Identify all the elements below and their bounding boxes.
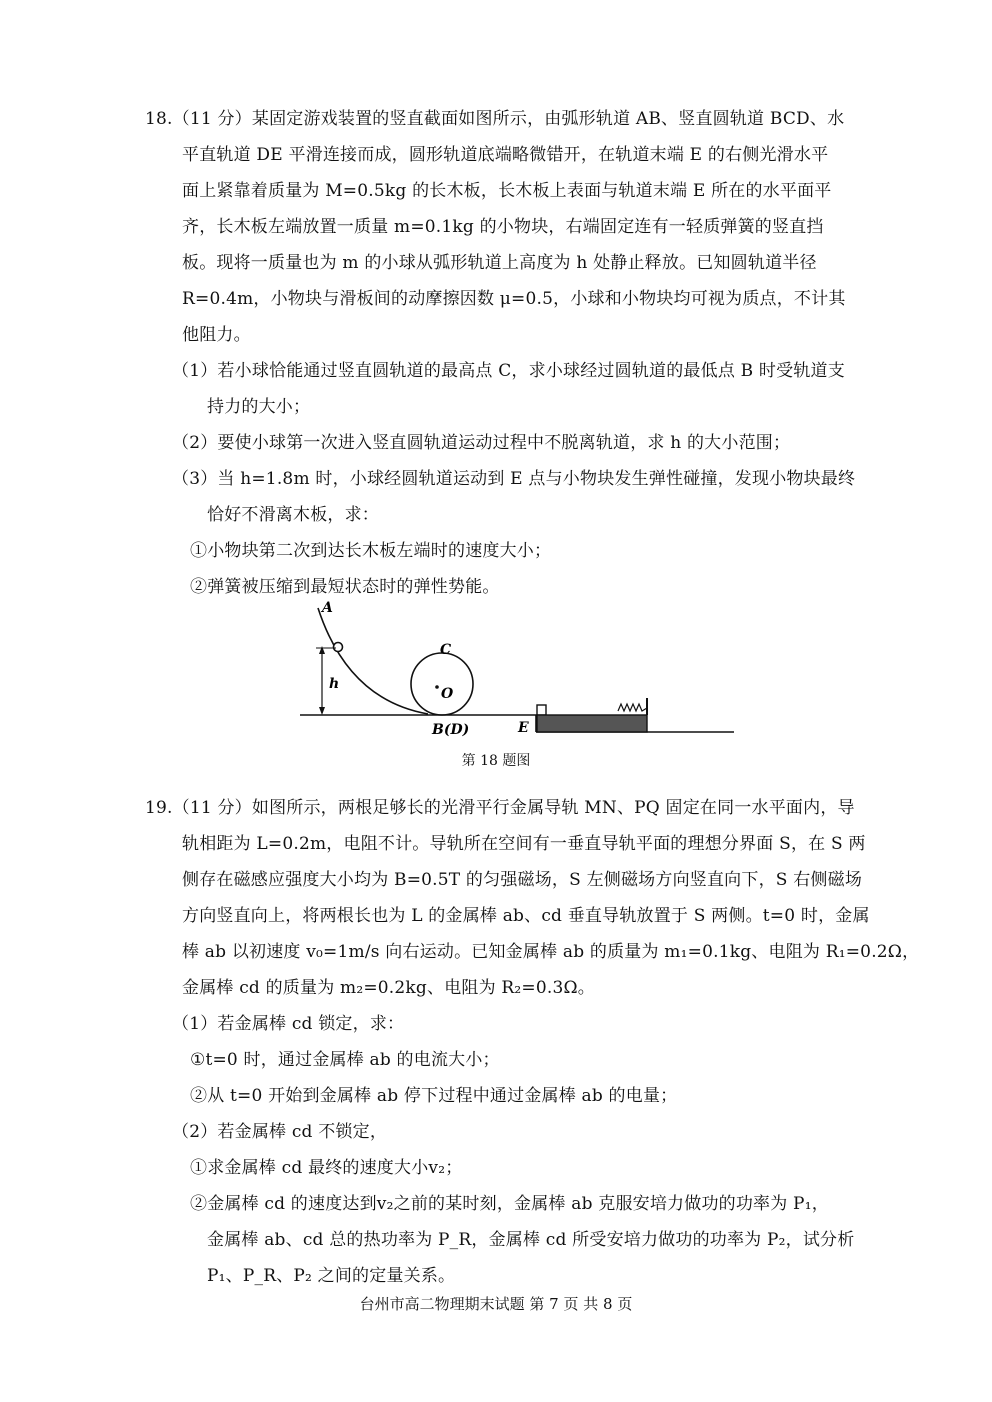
q18-line-6: R=0.4m，小物块与滑板间的动摩擦因数 μ=0.5，小球和小物块均可视为质点，不计其 bbox=[182, 289, 846, 309]
q18-sub3-line-1: （3）当 h=1.8m 时，小球经圆轨道运动到 E 点与小物块发生弹性碰撞，发现小物块最终 bbox=[172, 469, 856, 489]
q18-sub1-line-1: （1）若小球恰能通过竖直圆轨道的最高点 C，求小球经过圆轨道的最低点 B 时受轨道支 bbox=[172, 361, 845, 381]
figure-caption: 第 18 题图 bbox=[461, 753, 531, 769]
q19-line-6: 金属棒 cd 的质量为 m₂=0.2kg、电阻为 R₂=0.3Ω。 bbox=[182, 978, 596, 998]
q19-line-3: 侧存在磁感应强度大小均为 B=0.5T 的匀强磁场，S 左侧磁场方向竖直向下，S 右侧磁场 bbox=[182, 870, 863, 890]
q19-sub2-item-2-line-1: ②金属棒 cd 的速度达到v₂之前的某时刻，金属棒 ab 克服安培力做功的功率为 P₁， bbox=[190, 1194, 829, 1214]
q18-line-4: 齐，长木板左端放置一质量 m=0.1kg 的小物块，右端固定连有一轻质弹簧的竖直挡 bbox=[182, 217, 824, 237]
ball bbox=[334, 643, 343, 652]
q18-line-7: 他阻力。 bbox=[182, 325, 251, 345]
q18-figure bbox=[300, 600, 740, 740]
q18-sub1-line-2: 持力的大小； bbox=[207, 397, 311, 417]
height-arrow-top bbox=[319, 646, 325, 654]
q18-sub3-line-2: 恰好不滑离木板，求： bbox=[207, 505, 379, 525]
q18-sub2: （2）要使小球第一次进入竖直圆轨道运动过程中不脱离轨道，求 h 的大小范围； bbox=[172, 433, 791, 453]
long-board bbox=[537, 715, 647, 732]
label-BD: B(D) bbox=[432, 722, 470, 738]
q19-sub2: （2）若金属棒 cd 不锁定， bbox=[172, 1122, 388, 1142]
track-diagram bbox=[300, 600, 740, 740]
q18-line-2: 平直轨道 DE 平滑连接而成，圆形轨道底端略微错开，在轨道末端 E 的右侧光滑水平 bbox=[182, 145, 829, 165]
q19-sub2-item-1: ①求金属棒 cd 最终的速度大小v₂； bbox=[190, 1158, 463, 1178]
label-A: A bbox=[322, 600, 333, 616]
center-point bbox=[435, 685, 439, 689]
arc-track bbox=[318, 608, 428, 714]
q18-line-1: 18.（11 分）某固定游戏装置的竖直截面如图所示，由弧形轨道 AB、竖直圆轨道 BCD、水 bbox=[145, 109, 845, 129]
q19-line-4: 方向竖直向上，将两根长也为 L 的金属棒 ab、cd 垂直导轨放置于 S 两侧。t=0 时，金属 bbox=[182, 906, 870, 926]
spring bbox=[618, 704, 647, 711]
q18-line-5: 板。现将一质量也为 m 的小球从弧形轨道上高度为 h 处静止释放。已知圆轨道半径 bbox=[182, 253, 817, 273]
small-block bbox=[537, 705, 546, 715]
q19-sub2-item-2-line-2: 金属棒 ab、cd 总的热功率为 P_R，金属棒 cd 所受安培力做功的功率为 P₂，试分析 bbox=[207, 1230, 855, 1250]
q18-sub3-item-2: ②弹簧被压缩到最短状态时的弹性势能。 bbox=[190, 577, 500, 597]
page-footer: 台州市高二物理期末试题 第 7 页 共 8 页 bbox=[359, 1295, 633, 1313]
q19-line-2: 轨相距为 L=0.2m，电阻不计。导轨所在空间有一垂直导轨平面的理想分界面 S，在 S 两 bbox=[182, 834, 866, 854]
q19-sub1-item-1: ①t=0 时，通过金属棒 ab 的电流大小； bbox=[190, 1050, 500, 1070]
label-C: C bbox=[440, 642, 452, 658]
q19-sub2-item-2-line-3: P₁、P_R、P₂ 之间的定量关系。 bbox=[207, 1266, 456, 1286]
label-E: E bbox=[518, 720, 529, 736]
q19-sub1: （1）若金属棒 cd 锁定，求： bbox=[172, 1014, 405, 1034]
q19-line-1: 19.（11 分）如图所示，两根足够长的光滑平行金属导轨 MN、PQ 固定在同一水平面内，导 bbox=[145, 798, 855, 818]
label-O: O bbox=[441, 686, 454, 702]
q19-line-5: 棒 ab 以初速度 v₀=1m/s 向右运动。已知金属棒 ab 的质量为 m₁=0.1kg、电阻为 R₁=0.2Ω， bbox=[182, 942, 920, 962]
q19-sub1-item-2: ②从 t=0 开始到金属棒 ab 停下过程中通过金属棒 ab 的电量； bbox=[190, 1086, 678, 1106]
height-arrow-bottom bbox=[319, 707, 325, 715]
circular-track bbox=[411, 653, 473, 715]
q18-sub3-item-1: ①小物块第二次到达长木板左端时的速度大小； bbox=[190, 541, 552, 561]
q18-line-3: 面上紧靠着质量为 M=0.5kg 的长木板，长木板上表面与轨道末端 E 所在的水平面平 bbox=[182, 181, 832, 201]
label-h: h bbox=[329, 676, 340, 692]
